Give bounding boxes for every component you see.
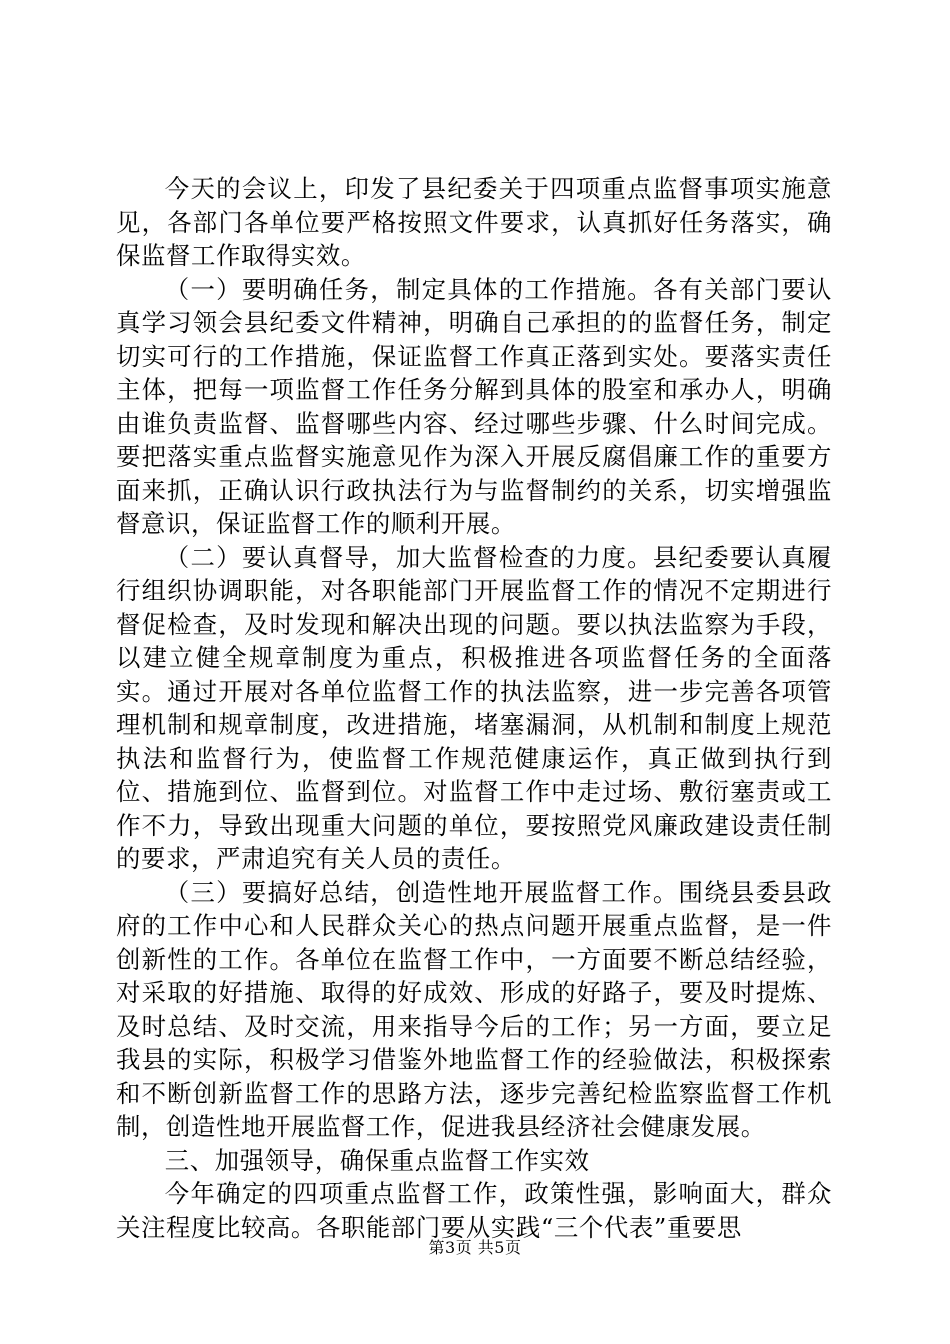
section-heading-3: 三、加强领导，确保重点监督工作实效 (164, 1145, 590, 1175)
paragraph-section-2: （二）要认真督导，加大监督检查的力度。县纪委要认真履行组织协调职能，对各职能部门开展监督工作的情况不定期进行督促检查，及时发现和解决出现的问题。要以执法监察为手段，以建立健全规章制度为重点，积极推进各项监督任务的全面落实。通过开展对各单位监督工作的执法监察，进一步完善各项管理机制和规章制度，改进措施，堵塞漏洞，从机制和制度上规范执法和监督行为，使监督工作规范健康运作，真正做到执行到位、措施到位、监督到位。对监督工作中走过场、敷衍塞责或工作不力，导致出现重大问题的单位，要按照党风廉政建设责任制的要求，严肃追究有关人员的责任。 (116, 542, 832, 873)
paragraph-leadership: 今年确定的四项重点监督工作，政策性强，影响面大，群众关注程度比较高。各职能部门要从实践“三个代表”重要思 (116, 1179, 832, 1242)
page-number-footer: 第3页 共5页 (428, 1238, 522, 1257)
paragraph-section-1: （一）要明确任务，制定具体的工作措施。各有关部门要认真学习领会县纪委文件精神，明确自己承担的的监督任务，制定切实可行的工作措施，保证监督工作真正落到实处。要落实责任主体，把每一项监督工作任务分解到具体的股室和承办人，明确由谁负责监督、监督哪些内容、经过哪些步骤、什么时间完成。要把落实重点监督实施意见作为深入开展反腐倡廉工作的重要方面来抓，正确认识行政执法行为与监督制约的关系，切实增强监督意识，保证监督工作的顺利开展。 (116, 274, 832, 538)
paragraph-section-3: （三）要搞好总结，创造性地开展监督工作。围绕县委县政府的工作中心和人民群众关心的热点问题开展重点监督，是一件创新性的工作。各单位在监督工作中，一方面要不断总结经验，对采取的好措施、取得的好成效、形成的好路子，要及时提炼、及时总结、及时交流，用来指导今后的工作；另一方面，要立足我县的实际，积极学习借鉴外地监督工作的经验做法，积极探索和不断创新监督工作的思路方法，逐步完善纪检监察监督工作机制，创造性地开展监督工作，促进我县经济社会健康发展。 (116, 877, 832, 1141)
document-body (116, 172, 832, 1244)
paragraph-intro: 今天的会议上，印发了县纪委关于四项重点监督事项实施意见，各部门各单位要严格按照文件要求，认真抓好任务落实，确保监督工作取得实效。 (116, 174, 832, 270)
